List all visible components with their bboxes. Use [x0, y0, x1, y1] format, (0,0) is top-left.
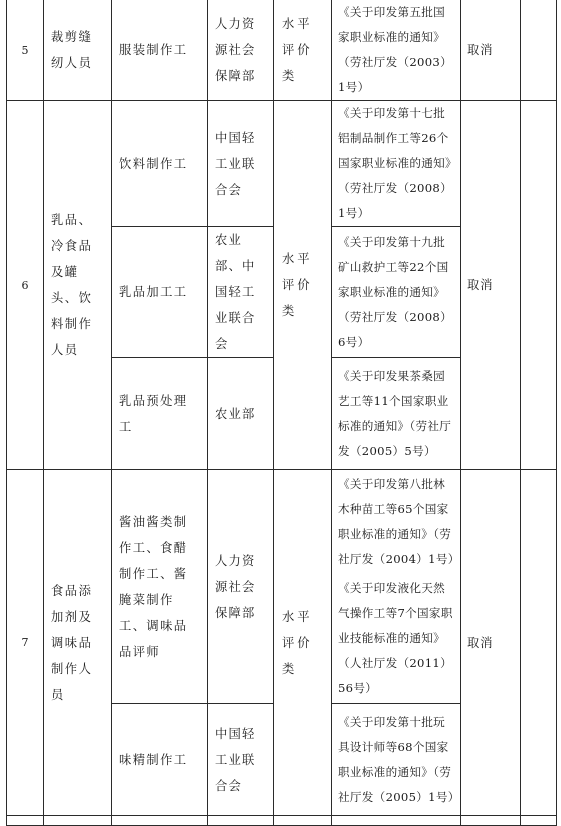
action-text: 取消 — [467, 635, 494, 650]
empty-cell — [7, 816, 44, 826]
empty-cell — [274, 816, 332, 826]
action-cell — [461, 0, 521, 101]
row-number: 6 — [7, 101, 44, 470]
empty-cell — [461, 816, 521, 826]
category-text: 食品添加剂及调味品制作人员 — [51, 583, 93, 702]
action-cell — [461, 470, 521, 816]
dept-text: 人力资源社会保障部 — [215, 553, 256, 620]
category-text: 裁剪缝纫人员 — [51, 30, 93, 70]
doc-text: 《关于印发第八批林木种苗工等65个国家职业标准的通知》（劳社厅发（2004）1号） — [338, 477, 460, 566]
table-row — [7, 470, 557, 704]
dept-cell — [208, 358, 274, 470]
doc-list — [332, 470, 460, 703]
category-cell — [44, 0, 112, 101]
job-text: 乳品加工工 — [119, 285, 188, 299]
row-number: 7 — [7, 470, 44, 816]
job-cell — [112, 0, 208, 101]
type-text: 水平评价类 — [282, 252, 313, 318]
job-cell — [112, 358, 208, 470]
category-text: 乳品、冷食品及罐头、饮料制作人员 — [51, 213, 93, 357]
doc-cell — [332, 704, 461, 816]
row-number: 5 — [7, 0, 44, 101]
job-text: 酱油酱类制作工、食醋制作工、酱腌菜制作工、调味品品评师 — [119, 514, 188, 659]
doc-cell — [332, 358, 461, 470]
action-text: 取消 — [467, 278, 494, 292]
doc-cell — [332, 101, 461, 227]
doc-text: 《关于印发第五批国家职业标准的通知》（劳社厅发（2003）1号） — [338, 5, 452, 94]
doc-text: 《关于印发第十九批矿山救护工等22个国家职业标准的通知》（劳社厅发（2008）6号） — [338, 234, 452, 349]
empty-cell — [521, 0, 557, 101]
action-text: 取消 — [467, 43, 494, 57]
doc-text: 《关于印发第十批玩具设计师等68个国家职业标准的通知》（劳社厅发（2005）1号） — [338, 714, 460, 804]
dept-text: 农业部、中国轻工业联合会 — [215, 233, 256, 351]
empty-cell — [208, 816, 274, 826]
table-row — [7, 101, 557, 227]
empty-cell — [521, 470, 557, 816]
job-cell — [112, 470, 208, 704]
dept-text: 人力资源社会保障部 — [215, 17, 256, 83]
doc-text: 《关于印发液化天然气操作工等7个国家职业技能标准的通知》（人社厅发（2011）56号） — [338, 581, 453, 695]
action-cell — [461, 101, 521, 470]
type-cell — [274, 0, 332, 101]
dept-cell — [208, 0, 274, 101]
doc-text: 《关于印发果茶桑园艺工等11个国家职业标准的通知》（劳社厅发（2005）5号） — [338, 368, 452, 458]
job-text: 乳品预处理工 — [119, 393, 188, 434]
table-row — [7, 0, 557, 101]
empty-cell — [112, 816, 208, 826]
dept-text: 中国轻工业联合会 — [215, 130, 256, 197]
job-text: 饮料制作工 — [119, 156, 188, 171]
job-cell — [112, 101, 208, 227]
job-text: 味精制作工 — [119, 752, 188, 767]
dept-cell — [208, 470, 274, 704]
category-cell — [44, 101, 112, 470]
doc-cell — [332, 470, 461, 704]
job-text: 服装制作工 — [119, 43, 188, 57]
doc-cell — [332, 227, 461, 358]
type-cell — [274, 101, 332, 470]
occupation-table — [6, 0, 557, 826]
job-cell — [112, 704, 208, 816]
dept-cell — [208, 227, 274, 358]
dept-cell — [208, 101, 274, 227]
table-row — [7, 816, 557, 826]
empty-cell — [521, 816, 557, 826]
type-text: 水平评价类 — [282, 609, 313, 676]
type-cell — [274, 470, 332, 816]
empty-cell — [332, 816, 461, 826]
dept-text: 农业部 — [215, 406, 256, 421]
empty-cell — [44, 816, 112, 826]
category-cell — [44, 470, 112, 816]
doc-cell — [332, 0, 461, 101]
dept-cell — [208, 704, 274, 816]
doc-text: 《关于印发第十七批铝制品制作工等26个国家职业标准的通知》（劳社厅发（2008）1号） — [338, 106, 452, 220]
type-text: 水平评价类 — [282, 17, 313, 83]
job-cell — [112, 227, 208, 358]
empty-cell — [521, 101, 557, 470]
dept-text: 中国轻工业联合会 — [215, 726, 256, 793]
